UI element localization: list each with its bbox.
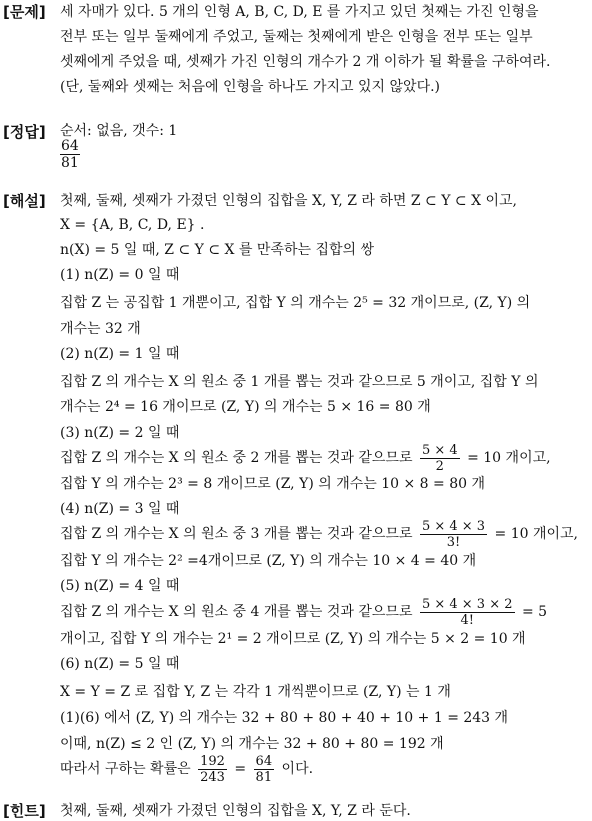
problem-line-1: 세 자매가 있다. 5 개의 인형 A, B, C, D, E 를 가지고 있던 첫째는 가진 인형을 — [60, 4, 539, 20]
answer-label: [정답] — [3, 123, 46, 141]
hint-label: [힌트] — [3, 802, 46, 820]
solution-line-7: (2) n(Z) = 1 일 때 — [60, 346, 180, 362]
fraction-192-over-243: $\frac{192}{243}$ — [200, 753, 225, 785]
problem-line-3: 셋째에게 주었을 때, 셋째가 가진 인형의 개수가 2 개 이하가 될 확률을 구하여라. — [60, 54, 551, 70]
solution-line-6: 개수는 32 개 — [60, 321, 141, 337]
solution-line-12: 집합 Y 의 개수는 2³ = 8 개이므로 (Z, Y) 의 개수는 10 × 8 = 80 개 — [60, 476, 486, 492]
solution-line-21: (1)(6) 에서 (Z, Y) 의 개수는 32 + 80 + 80 + 40 + 10 + 1 = 243 개 — [60, 710, 509, 726]
answer-line: 순서: 없음, 갯수: 1 — [60, 123, 178, 139]
solution-line-22: 이때, n(Z) ≤ 2 인 (Z, Y) 의 개수는 32 + 80 + 80 = 192 개 — [60, 736, 444, 752]
solution-line-5: 집합 Z 는 공집합 1 개뿐이고, 집합 Y 의 개수는 2⁵ = 32 개이므로, (Z, Y) 의 — [60, 295, 531, 311]
answer-fraction — [60, 138, 80, 171]
solution-line-17: 집합 Z 의 개수는 X 의 원소 중 4 개를 뽑는 것과 같으므로 $\frac{5 \times 4 \times 3 \times 2}{4!}$ = 5 — [60, 596, 548, 628]
solution-line-11: 집합 Z 의 개수는 X 의 원소 중 2 개를 뽑는 것과 같으므로 $\frac{5 \times 4}{2}$ = 10 개이고, — [60, 442, 551, 474]
problem-line-4: (단, 둘째와 셋째는 처음에 인형을 하나도 가지고 있지 않았다.) — [60, 79, 441, 95]
solution-line-13: (4) n(Z) = 3 일 때 — [60, 501, 180, 517]
problem-label: [문제] — [3, 3, 46, 21]
solution-line-9: 개수는 2⁴ = 16 개이므로 (Z, Y) 의 개수는 5 × 16 = 80 개 — [60, 399, 431, 415]
solution-line-8: 집합 Z 의 개수는 X 의 원소 중 1 개를 뽑는 것과 같으므로 5 개이고, 집합 Y 의 — [60, 374, 539, 390]
solution-line-19: (6) n(Z) = 5 일 때 — [60, 656, 180, 672]
problem-line-2: 전부 또는 일부 둘째에게 주었고, 둘째는 첫째에게 받은 인형을 전부 또는 일부 — [60, 29, 533, 45]
hint-line: 첫째, 둘째, 셋째가 가졌던 인형의 집합을 X, Y, Z 라 둔다. — [60, 803, 411, 819]
answer-fraction-den: 81 — [61, 155, 79, 171]
fraction-5x4x3-over-3fact: $\frac{5 \times 4 \times 3}{3!}$ — [421, 518, 486, 550]
solution-line-2: X = {A, B, C, D, E} . — [60, 217, 205, 233]
solution-line-18: 개이고, 집합 Y 의 개수는 2¹ = 2 개이므로 (Z, Y) 의 개수는 5 × 2 = 10 개 — [60, 631, 526, 647]
answer-fraction-num: 64 — [61, 138, 79, 154]
fraction-5x4-over-2: $\frac{5 \times 4}{2}$ — [421, 442, 458, 474]
solution-line-1: 첫째, 둘째, 셋째가 가졌던 인형의 집합을 X, Y, Z 라 하면 Z ⊂ Y ⊂ X 이고, — [60, 193, 517, 209]
solution-label: [해설] — [3, 192, 46, 210]
solution-line-16: (5) n(Z) = 4 일 때 — [60, 578, 180, 594]
solution-line-3: n(X) = 5 일 때, Z ⊂ Y ⊂ X 를 만족하는 집합의 쌍 — [60, 242, 375, 258]
solution-line-4: (1) n(Z) = 0 일 때 — [60, 267, 180, 283]
solution-line-23: 따라서 구하는 확률은 $\frac{192}{243}$ = $\frac{64}{81}$ 이다. — [60, 753, 314, 785]
fraction-5x4x3x2-over-4fact: $\frac{5 \times 4 \times 3 \times 2}{4!}$ — [421, 596, 513, 628]
solution-line-15: 집합 Y 의 개수는 2² =4개이므로 (Z, Y) 의 개수는 10 × 4 = 40 개 — [60, 553, 477, 569]
solution-line-20: X = Y = Z 로 집합 Y, Z 는 각각 1 개씩뿐이므로 (Z, Y) 는 1 개 — [60, 684, 451, 700]
solution-line-14: 집합 Z 의 개수는 X 의 원소 중 3 개를 뽑는 것과 같으므로 $\frac{5 \times 4 \times 3}{3!}$ = 10 개이고, — [60, 518, 578, 550]
solution-line-10: (3) n(Z) = 2 일 때 — [60, 425, 180, 441]
fraction-64-over-81: $\frac{64}{81}$ — [255, 753, 273, 785]
